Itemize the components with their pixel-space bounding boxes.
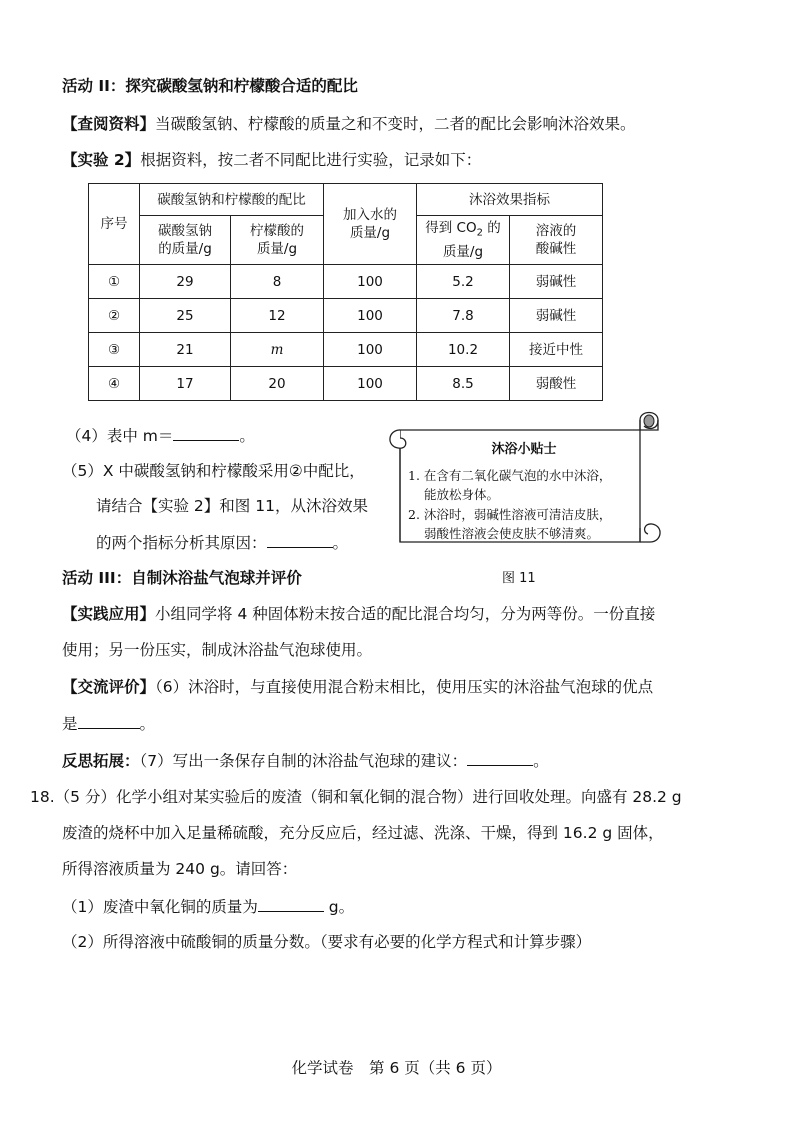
question-4: （4）表中 m＝ 。 <box>66 427 255 445</box>
bath-tips-scroll <box>378 408 670 560</box>
practice-paragraph-2: 使用；另一份压实，制成沐浴盐气泡球使用。 <box>62 641 373 659</box>
question-18-line1: 18.（5 分）化学小组对某实验后的废渣（铜和氧化铜的混合物）进行回收处理。向盛有 28.2 g <box>30 788 682 806</box>
question-18-line2: 废渣的烧杯中加入足量稀硫酸，充分反应后，经过滤、洗涤、干燥，得到 16.2 g 固体， <box>62 824 664 842</box>
question-5-line2: 请结合【实验 2】和图 11，从沐浴效果 <box>96 497 368 515</box>
experiment2-label: 【实验 2】 <box>62 151 141 169</box>
tip-1b: 能放松身体。 <box>424 487 500 502</box>
figure-caption: 图 11 <box>502 571 536 586</box>
header-co2: 得到 $CO_2$ 的 质量/g <box>417 216 510 265</box>
header-effect: 沐浴效果指标 <box>417 184 603 216</box>
scroll-title: 沐浴小贴士 <box>491 442 557 457</box>
table-row: ① 29 8 100 5.2 弱碱性 <box>89 265 603 299</box>
answer-blank-q7[interactable] <box>467 750 533 766</box>
question-18-line3: 所得溶液质量为 240 g。请回答： <box>62 860 298 878</box>
experiment2-text: 根据资料，按二者不同配比进行实验，记录如下： <box>140 151 482 169</box>
evaluation-paragraph-1: 【交流评价】（6）沐浴时，与直接使用混合粉末相比，使用压实的沐浴盐气泡球的优点 <box>62 678 654 696</box>
table-row: ② 25 12 100 7.8 弱碱性 <box>89 299 603 333</box>
header-acidity: 溶液的 酸碱性 <box>510 216 603 265</box>
answer-blank-18-1[interactable] <box>258 896 324 912</box>
tip-1a: 1. 在含有二氧化碳气泡的水中沐浴， <box>408 468 612 483</box>
research-label: 【查阅资料】 <box>62 115 156 133</box>
answer-blank-q4[interactable] <box>173 425 239 441</box>
question-5-line1: （5）X 中碳酸氢钠和柠檬酸采用②中配比， <box>62 462 365 480</box>
experiment-table <box>88 183 603 401</box>
table-row: ④ 17 20 100 8.5 弱酸性 <box>89 367 603 401</box>
activity2-title: 活动 II：探究碳酸氢钠和柠檬酸合适的配比 <box>62 77 358 95</box>
practice-paragraph-1: 【实践应用】小组同学将 4 种固体粉末按合适的配比混合均匀，分为两等份。一份直接 <box>62 605 656 623</box>
question-18-sub2: （2）所得溶液中硫酸铜的质量分数。（要求有必要的化学方程式和计算步骤） <box>62 933 592 951</box>
research-paragraph <box>62 114 636 134</box>
evaluation-paragraph-2: 是 。 <box>62 715 156 733</box>
question-5-line3: 的两个指标分析其原因： 。 <box>96 534 349 552</box>
reflection-paragraph: 反思拓展：（7）写出一条保存自制的沐浴盐气泡球的建议： 。 <box>62 752 549 770</box>
page-footer: 化学试卷 第 6 页（共 6 页） <box>291 1059 502 1077</box>
header-no: 序号 <box>89 184 140 265</box>
activity3-title: 活动 III：自制沐浴盐气泡球并评价 <box>62 569 302 587</box>
header-nahco3: 碳酸氢钠的质量/g <box>140 216 231 265</box>
header-ratio: 碳酸氢钠和柠檬酸的配比 <box>140 184 324 216</box>
answer-blank-q6[interactable] <box>78 713 140 729</box>
research-text: 当碳酸氢钠、柠檬酸的质量之和不变时，二者的配比会影响沐浴效果。 <box>155 115 636 133</box>
tip-2a: 2. 沐浴时，弱碱性溶液可清洁皮肤， <box>408 507 612 522</box>
experiment2-paragraph <box>62 150 481 170</box>
answer-blank-q5[interactable] <box>267 532 333 548</box>
table-row: ③ 21 m 100 10.2 接近中性 <box>89 333 603 367</box>
question-18-sub1: （1）废渣中氧化铜的质量为 g。 <box>62 898 355 916</box>
header-citric: 柠檬酸的质量/g <box>231 216 324 265</box>
tip-2b: 弱酸性溶液会使皮肤不够清爽。 <box>424 526 600 541</box>
header-water: 加入水的质量/g <box>324 184 417 265</box>
